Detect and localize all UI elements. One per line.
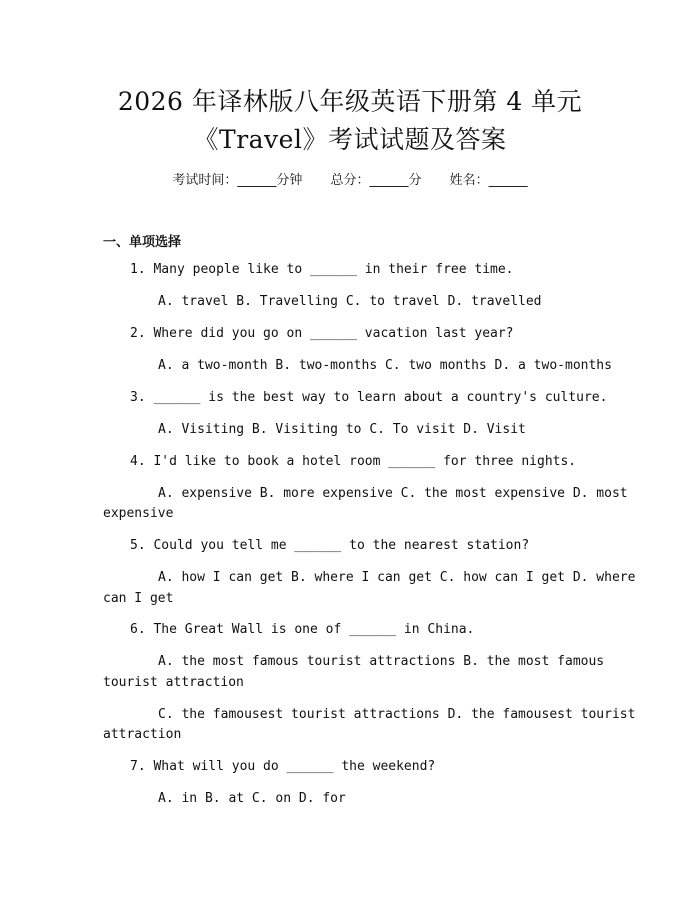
section-heading: 一、单项选择	[103, 235, 182, 250]
question-6: 6. The Great Wall is one of ______ in China.	[130, 622, 475, 637]
question-2: 2. Where did you go on ______ vacation last year?	[130, 326, 514, 341]
exam-time-field: 考试时间：______分钟	[172, 173, 303, 188]
exam-title-line-1: 2026 年译林版八年级英语下册第 4 单元	[117, 87, 583, 116]
question-4-options: A. expensive B. more expensive C. the most expensive D. most	[158, 486, 628, 501]
question-3: 3. ______ is the best way to learn about a country's culture.	[130, 390, 608, 405]
question-4: 4. I'd like to book a hotel room ______ for three nights.	[130, 454, 577, 469]
question-6-options-ab: A. the most famous tourist attractions B. the most famous	[158, 654, 605, 669]
question-6-options-ab-continued: tourist attraction	[103, 675, 244, 690]
question-1-options: A. travel B. Travelling C. to travel D. travelled	[158, 294, 542, 309]
exam-info-row	[0, 169, 700, 188]
question-7: 7. What will you do ______ the weekend?	[130, 759, 436, 774]
student-name-field: 姓名：______	[449, 173, 528, 188]
question-7-options: A. in B. at C. on D. for	[158, 791, 346, 806]
total-score-field: 总分：______分	[330, 173, 422, 188]
question-5: 5. Could you tell me ______ to the nearest station?	[130, 538, 530, 553]
question-3-options: A. Visiting B. Visiting to C. To visit D. Visit	[158, 422, 526, 437]
exam-title-line-2: 《Travel》考试试题及答案	[193, 125, 507, 154]
question-1: 1. Many people like to ______ in their free time.	[130, 262, 514, 277]
question-5-options-continued: can I get	[103, 591, 174, 606]
question-5-options: A. how I can get B. where I can get C. how can I get D. where	[158, 570, 636, 585]
question-6-options-cd: C. the famousest tourist attractions D. the famousest tourist	[158, 707, 636, 722]
question-4-options-continued: expensive	[103, 506, 174, 521]
question-2-options: A. a two-month B. two-months C. two months D. a two-months	[158, 358, 612, 373]
question-6-options-cd-continued: attraction	[103, 727, 182, 742]
